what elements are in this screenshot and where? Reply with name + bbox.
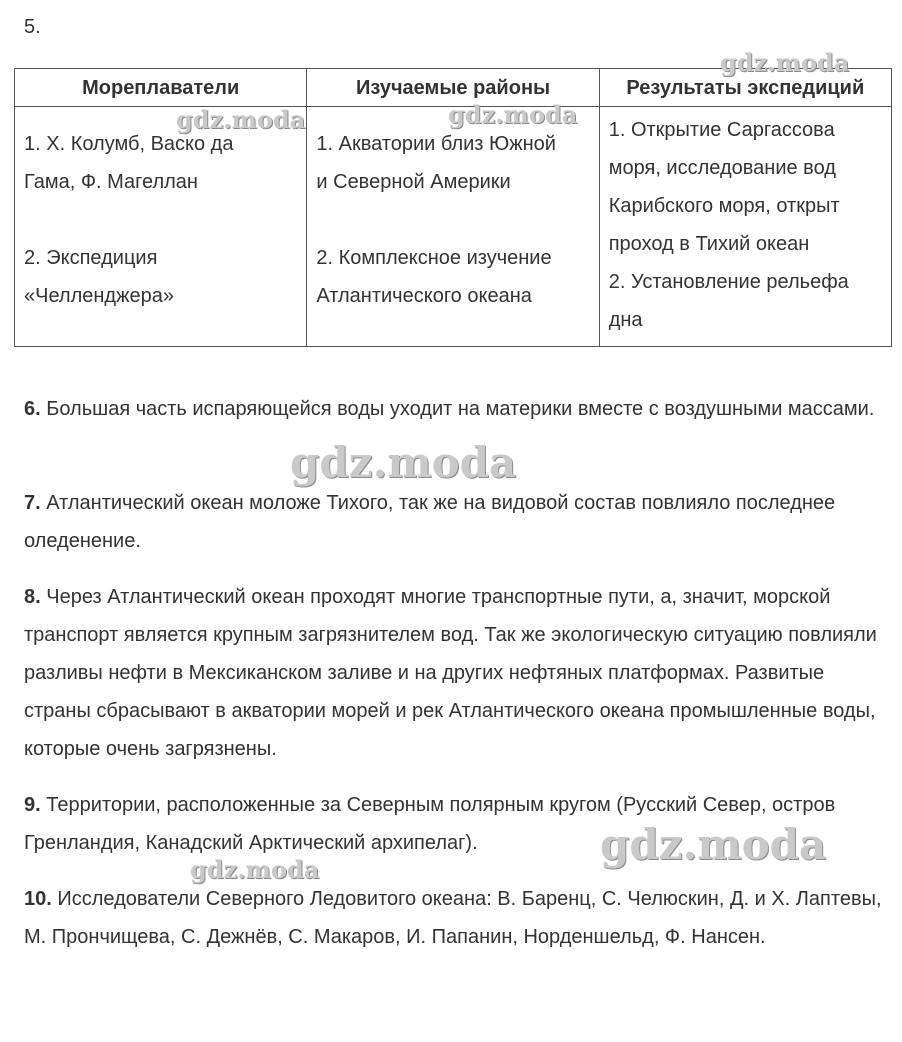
table-row bbox=[15, 107, 892, 347]
answer-text: Атлантический океан моложе Тихого, так же на видовой состав повлияло последнее оледенение. bbox=[24, 492, 836, 552]
cell-navigators bbox=[15, 107, 307, 347]
answer-text: Большая часть испаряющейся воды уходит на материки вместе с воздушными массами. bbox=[46, 398, 875, 420]
answer-text: Через Атлантический океан проходят многие транспортные пути, а, значит, морской транспорт является крупным загрязнителем вод. Так же экологическую ситуацию повлияли разливы нефти в Мексиканском заливе и на других нефтяных платформах. Развитые страны сбрасывают в акватории морей и рек Атлантического океана промышленные воды, которые очень загрязнены. bbox=[24, 586, 877, 760]
cell-results bbox=[599, 107, 891, 347]
cell-regions bbox=[307, 107, 599, 347]
cell-line: 1. Х. Колумб, Васко да bbox=[24, 133, 234, 155]
watermark: gdz.moda bbox=[720, 48, 850, 77]
watermark: gdz.moda bbox=[190, 855, 320, 884]
header-results: Результаты экспедиций bbox=[599, 69, 891, 107]
cell-line: моря, исследование вод bbox=[608, 157, 836, 179]
cell-line: 1. Открытие Саргассова bbox=[608, 119, 835, 141]
cell-line: «Челленджера» bbox=[24, 285, 174, 307]
cell-line: и Северной Америки bbox=[316, 171, 511, 193]
answer-10 bbox=[24, 880, 884, 956]
cell-line: 1. Акватории близ Южной bbox=[316, 133, 556, 155]
watermark: gdz.moda bbox=[600, 820, 827, 869]
header-navigators: Мореплаватели bbox=[15, 69, 307, 107]
cell-line: 2. Установление рельефа bbox=[608, 271, 849, 293]
cell-line: Атлантического океана bbox=[316, 285, 532, 307]
answer-number: 10. bbox=[24, 888, 52, 910]
answer-7 bbox=[24, 484, 884, 560]
answer-text: Исследователи Северного Ледовитого океана: В. Баренц, С. Челюскин, Д. и Х. Лаптевы, М. Прончищева, С. Дежнёв, С. Макаров, И. Папанин, Норденшельд, Ф. Нансен. bbox=[24, 888, 882, 948]
answer-number: 7. bbox=[24, 492, 41, 514]
answer-number: 6. bbox=[24, 398, 41, 420]
watermark: gdz.moda bbox=[448, 100, 578, 129]
answer-number: 9. bbox=[24, 794, 41, 816]
cell-line: Карибского моря, открыт bbox=[608, 195, 840, 217]
answer-number: 8. bbox=[24, 586, 41, 608]
cell-line: дна bbox=[608, 309, 643, 331]
answer-6 bbox=[24, 390, 884, 428]
cell-line: 2. Экспедиция bbox=[24, 247, 158, 269]
watermark: gdz.moda bbox=[290, 438, 517, 487]
cell-line: 2. Комплексное изучение bbox=[316, 247, 552, 269]
watermark: gdz.moda bbox=[176, 105, 306, 134]
answer-8 bbox=[24, 578, 884, 768]
header-regions: Изучаемые районы bbox=[307, 69, 599, 107]
answer-text: Территории, расположенные за Северным полярным кругом (Русский Север, остров Гренландия, Канадский Арктический архипелаг). bbox=[24, 794, 836, 854]
question-number: 5. bbox=[24, 16, 41, 38]
cell-line: проход в Тихий океан bbox=[608, 233, 810, 255]
cell-line: Гама, Ф. Магеллан bbox=[24, 171, 198, 193]
